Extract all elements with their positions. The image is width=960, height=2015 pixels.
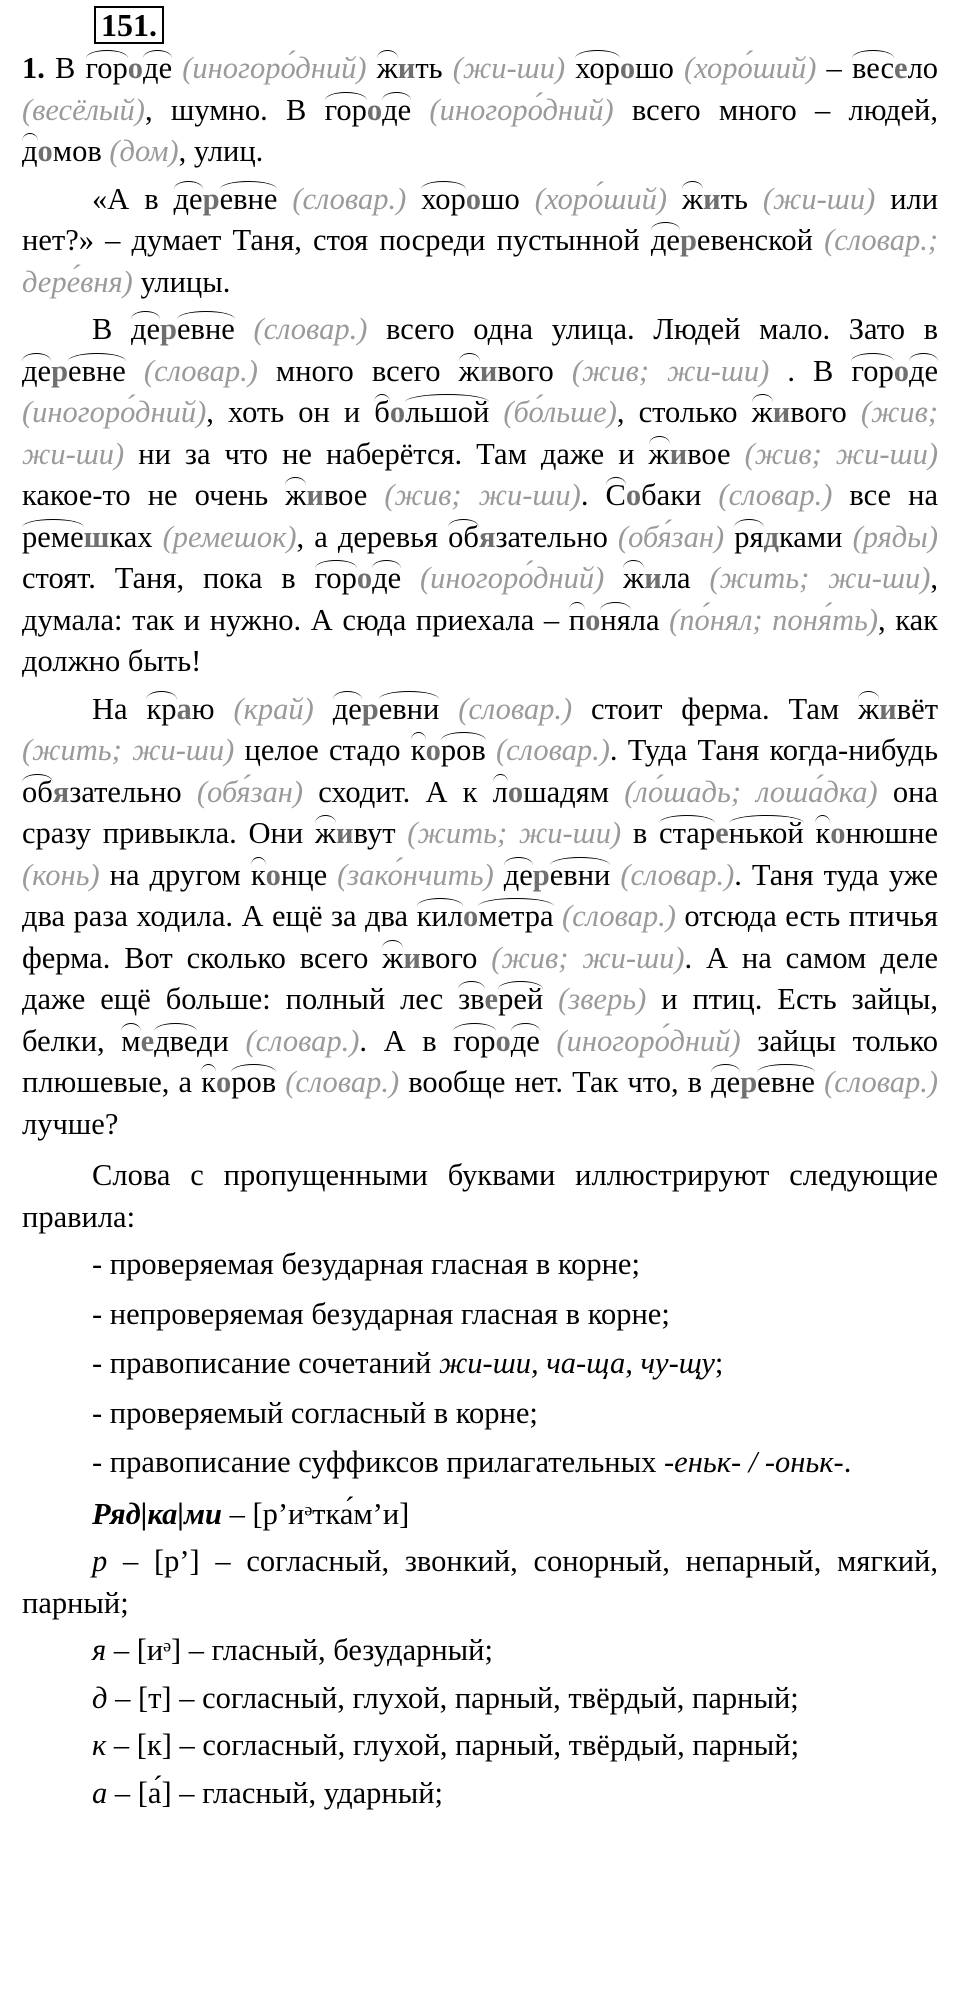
text-run: м (121, 1023, 141, 1058)
text-run: де (503, 857, 533, 892)
text-run (554, 354, 572, 388)
hint-text: (словар.) (620, 857, 735, 892)
inserted-letter: о (356, 561, 373, 595)
inserted-letter: и (403, 940, 421, 975)
text-run: об (22, 774, 53, 809)
text-run: две (154, 1023, 197, 1058)
hint-text: (иногоро́дний) (182, 51, 367, 85)
text-run (443, 51, 453, 85)
text-run: - проверяемая безударная гласная в корне; (92, 1247, 640, 1281)
text-run: В (44, 51, 86, 85)
text-run (748, 182, 763, 216)
text-run: В (92, 312, 131, 346)
text-run (215, 692, 234, 726)
text-run (691, 561, 710, 595)
text-run: мов (52, 134, 102, 168)
inserted-letter: р (361, 691, 379, 726)
hint-text: (словар.) (292, 181, 407, 216)
text-run: . Таня туда уже два раза ходила. А ещё за два (22, 857, 938, 933)
inserted-letter: р (679, 223, 697, 257)
text-run: вёт (896, 691, 939, 726)
text-run: метра (478, 899, 554, 933)
text-run (565, 51, 575, 85)
text-run: гор (324, 92, 367, 127)
inserted-letter: я (478, 519, 496, 554)
text-run: отсюда есть птичья ферма. Вот сколько всего (22, 899, 939, 975)
text-run: нюшне (845, 816, 938, 850)
inserted-letter: о (215, 1065, 232, 1099)
text-run: сходит. А к (303, 774, 493, 809)
text-run: рей (498, 982, 544, 1016)
text-run: Ряд|ка|ми (92, 1496, 222, 1531)
text-run: много всего (257, 353, 459, 388)
text-run (847, 395, 861, 429)
text-run: - проверяемый согласный в корне; (92, 1395, 538, 1430)
text-run (486, 733, 496, 767)
text-run: вообще нет. Так что, в (399, 1065, 712, 1099)
text-run: На (92, 691, 147, 726)
text-run: ди (197, 1023, 229, 1058)
text-run: ла (661, 561, 691, 595)
hint-text: (иногоро́дний) (420, 561, 605, 595)
text-run: ж (314, 816, 337, 850)
text-run (314, 692, 333, 726)
text-run: вес (851, 51, 895, 85)
text-run (411, 93, 429, 127)
text-run (842, 520, 852, 554)
text-run (609, 775, 624, 809)
text-run: я (92, 1633, 107, 1667)
inserted-letter: о (389, 395, 406, 429)
text-run: ками (778, 519, 843, 554)
inserted-letter: и (479, 353, 498, 388)
inserted-letter: о (127, 51, 144, 85)
text-run: , а деревья (296, 519, 449, 554)
text-run: зательно (69, 774, 182, 809)
text-run: ня (600, 602, 631, 637)
inserted-letter: р (51, 353, 69, 388)
text-run: вут (353, 816, 396, 850)
text-run (608, 520, 618, 554)
text-run: р (92, 1544, 108, 1578)
text-run: – (816, 51, 852, 85)
text-paragraph-2 (22, 179, 938, 304)
text-run: вое (687, 436, 731, 471)
inserted-letter: о (625, 478, 642, 512)
text-run: де (908, 353, 939, 388)
text-run: на другом (99, 857, 251, 892)
text-run: - правописание сочетаний (92, 1346, 439, 1380)
text-run: ж (623, 561, 645, 595)
text-run: , улиц. (178, 134, 264, 168)
text-run: . А в (359, 1023, 454, 1058)
text-run: ж (458, 353, 480, 388)
text-run (235, 312, 254, 346)
text-run: гор (85, 51, 128, 85)
text-run (554, 899, 562, 933)
text-run: ров (440, 733, 486, 767)
inserted-letter: о (495, 1023, 511, 1058)
text-run (182, 775, 197, 809)
text-run: к (815, 816, 831, 850)
text-run (126, 354, 144, 388)
text-run: ла (630, 602, 660, 637)
text-run (815, 1065, 824, 1099)
text-run: улицы. (132, 264, 231, 299)
text-run: б (374, 395, 390, 429)
text-run (543, 982, 558, 1016)
text-run: – [т] – согласный, глухой, парный, твёрдый, парный; (107, 1680, 799, 1715)
hint-text: (словар.) (253, 312, 368, 346)
rules-list (22, 1244, 938, 1484)
inserted-letter: и (397, 51, 416, 85)
text-run: ж (858, 691, 880, 726)
text-run: . Туда Таня когда-нибудь (609, 733, 938, 767)
phonetic-line (22, 1678, 938, 1720)
hint-text: (иногоро́дний) (556, 1023, 741, 1058)
text-run: стоит ферма. Там (572, 691, 859, 726)
hint-text: (словар.) (824, 1065, 939, 1099)
hint-text: (словар.) (285, 1065, 400, 1099)
text-run: , шумно. В (144, 92, 325, 127)
text-run (229, 1024, 246, 1058)
hint-text: (жи-ши) (452, 51, 566, 85)
hint-text: (иногоро́дний) (429, 92, 614, 127)
phonetic-analysis (22, 1541, 938, 1814)
text-run: д (22, 134, 38, 168)
text-run (540, 1024, 557, 1058)
text-run: зв (458, 982, 485, 1016)
text-run: ров (231, 1065, 277, 1099)
text-run: де (510, 1023, 540, 1058)
text-run: - правописание суффиксов прилагательных (92, 1445, 664, 1479)
hint-text: (ремешок) (162, 519, 297, 554)
inserted-letter: р (160, 312, 177, 346)
hint-text: (ло́шадь; лоша́дка) (624, 774, 878, 809)
text-run: гор (314, 561, 357, 595)
text-run (276, 1065, 285, 1099)
inserted-letter: ш (83, 519, 110, 554)
text-run: ж (682, 181, 704, 216)
exercise-number: 151. (94, 6, 164, 44)
hint-text: (хоро́ший) (684, 51, 817, 85)
text-run: ря (734, 519, 764, 554)
text-run: ках (109, 519, 153, 554)
inserted-letter: о (893, 353, 909, 388)
rule-item (22, 1393, 938, 1435)
text-run (875, 182, 890, 216)
text-run: целое стадо (234, 733, 411, 767)
text-run: С (605, 478, 626, 512)
text-run: к (201, 1065, 216, 1099)
text-run: «А в (92, 181, 174, 216)
text-run: ж (285, 478, 307, 512)
text-run (367, 51, 377, 85)
text-run: ж (648, 436, 670, 471)
hint-text: (бо́льше) (503, 395, 617, 429)
text-run: лучше? (22, 1106, 119, 1141)
text-run: евни (549, 857, 611, 892)
text-run: шо (481, 181, 520, 216)
inserted-letter: д (763, 519, 779, 554)
hint-text: (ряды) (852, 519, 938, 554)
text-run (813, 223, 824, 257)
text-run: – [к] – согласный, глухой, парный, твёрдый, парный; (106, 1728, 800, 1762)
hint-text: (хоро́ший) (534, 181, 668, 216)
text-run (477, 941, 491, 975)
hint-text: (жив; жи-ши) (22, 395, 939, 471)
text-run (327, 858, 337, 892)
text-run: де (711, 1065, 741, 1099)
text-run: . (580, 478, 606, 512)
text-run: шо (635, 51, 674, 85)
text-run: евне (177, 312, 235, 346)
text-run: стар (659, 816, 716, 850)
text-run: де (130, 312, 161, 346)
hint-text: (жить; жи-ши) (709, 561, 931, 595)
inserted-letter: о (265, 857, 281, 892)
text-run (667, 182, 682, 216)
inserted-letter: о (465, 181, 482, 216)
text-run: – [а́] – гласный, ударный; (107, 1775, 443, 1810)
text-run: а (92, 1775, 108, 1810)
inserted-letter: о (462, 899, 479, 933)
inserted-letter: и (669, 436, 688, 471)
hint-text: (по́нял; поня́ть) (669, 602, 879, 637)
text-paragraph-4 (22, 689, 938, 1146)
hint-text: (край) (233, 691, 314, 726)
text-run: д (92, 1680, 108, 1715)
rule-item (22, 1442, 938, 1484)
text-run: ; (714, 1346, 724, 1380)
text-run: гор (453, 1023, 496, 1058)
inserted-letter: и (879, 691, 897, 726)
text-run: все на (832, 478, 939, 512)
text-run: шадям (523, 774, 610, 809)
inserted-letter: и (703, 181, 721, 216)
text-run (367, 478, 384, 512)
hint-text: (дом) (109, 134, 179, 168)
text-run: к (250, 857, 266, 892)
text-run: ть (720, 181, 748, 216)
inserted-letter: я (52, 774, 70, 809)
hint-text: (жив; жи-ши) (571, 353, 770, 388)
text-run: нце (280, 857, 328, 892)
inserted-letter: е (140, 1023, 155, 1058)
inserted-letter: и (336, 816, 354, 850)
text-run: ж (376, 51, 398, 85)
text-run: л (492, 774, 508, 809)
inserted-letter: е (894, 51, 908, 85)
text-run: п (568, 602, 586, 637)
text-run: вого (420, 940, 478, 975)
inserted-letter: е (715, 816, 729, 850)
phonetic-line (22, 1725, 938, 1767)
text-run: баки (641, 478, 702, 512)
hint-text: (жив; жи-ши) (384, 478, 581, 512)
text-run: де (22, 353, 52, 388)
text-run (494, 858, 504, 892)
text-run: вого (790, 395, 847, 429)
text-run: - непроверяемая безударная гласная в корне; (92, 1296, 670, 1331)
text-run: -еньк- / -оньк- (664, 1445, 844, 1479)
inserted-letter: р (532, 857, 550, 892)
hint-text: (обя́зан) (196, 774, 304, 809)
text-run: льшой (405, 395, 490, 429)
text-run: ж (382, 940, 404, 975)
text-run: – [р’] – согласный, звонкий, сонорный, непарный, мягкий, парный; (22, 1544, 938, 1620)
hint-text: (словар.) (495, 733, 610, 767)
inserted-letter: о (830, 816, 846, 850)
inserted-letter: о (366, 92, 383, 127)
text-run: де (650, 223, 680, 257)
text-run: зайцы только плюшевые, а (22, 1023, 939, 1099)
hint-text: (словар.) (143, 353, 258, 388)
phonetic-line (22, 1630, 938, 1672)
text-run (406, 182, 421, 216)
hint-text: (зверь) (558, 982, 647, 1016)
text-run: зательно (495, 519, 608, 554)
text-run (520, 182, 535, 216)
text-run: всего одна улица. Людей мало. Зато в (367, 312, 938, 346)
text-run: к (410, 733, 426, 767)
text-run (731, 437, 745, 471)
hint-text: (жить; жи-ши) (22, 733, 235, 767)
text-run: гор (851, 353, 894, 388)
text-run (604, 561, 623, 595)
text-run: и птиц. Есть зайцы, белки, (22, 982, 938, 1058)
text-run (724, 520, 734, 554)
hint-text: (словар.; дере́вня) (22, 223, 938, 299)
text-run (701, 478, 718, 512)
rule-item (22, 1294, 938, 1336)
text-run: евне (68, 353, 126, 388)
text-run: нькой (728, 816, 804, 850)
hint-text: (зако́нчить) (337, 857, 494, 892)
hint-text: (жить; жи-ши) (407, 816, 622, 850)
text-run: , думала: так и нужно. А сюда приехала – (22, 561, 938, 637)
hint-text: (жи-ши) (762, 181, 876, 216)
inserted-letter: о (507, 774, 524, 809)
inserted-letter: о (425, 733, 441, 767)
text-run: – [р’иᵊтка́м’и] (221, 1496, 410, 1531)
text-run: де (143, 51, 173, 85)
text-run: она сразу привыкла. Они (22, 774, 938, 850)
text-run (172, 51, 182, 85)
text-run: или нет?» – думает Таня, стоя посреди пустынной (22, 181, 939, 257)
text-run: де (372, 561, 402, 595)
text-run: кил (416, 899, 463, 933)
text-run: де (173, 181, 203, 216)
text-run: ть (415, 51, 443, 85)
text-run (277, 182, 292, 216)
text-run: кр (146, 691, 177, 726)
text-run (401, 561, 420, 595)
text-run: ни за что не наберётся. Там даже и (124, 436, 649, 471)
text-run: 1. (22, 51, 45, 85)
hint-text: (жив; жи-ши) (491, 940, 685, 975)
text-run: , как должно быть! (22, 602, 939, 678)
inserted-letter: р (202, 181, 220, 216)
rule-item (22, 1244, 938, 1286)
rules-intro: Слова с пропущенными буквами иллюстрируют следующие правила: (22, 1158, 938, 1234)
text-run: . В (769, 353, 852, 388)
text-run (804, 816, 816, 850)
text-paragraph-1 (22, 48, 938, 173)
text-run: де (382, 92, 412, 127)
text-run (610, 858, 620, 892)
text-run: евне (757, 1065, 815, 1099)
phonetic-line (22, 1541, 938, 1624)
inserted-letter: и (644, 561, 662, 595)
text-run (489, 395, 503, 429)
hint-text: (иногоро́дний) (22, 395, 207, 429)
text-run (674, 51, 684, 85)
text-run: ж (751, 395, 773, 429)
inserted-letter: о (37, 134, 53, 168)
text-run: , столько (616, 395, 752, 429)
text-run: всего много – людей, (613, 92, 938, 127)
text-run: какое-то не очень (22, 478, 286, 512)
hint-text: (словар.) (458, 691, 573, 726)
text-run: хор (421, 181, 466, 216)
text-run: вого (497, 353, 554, 388)
inserted-letter: и (306, 478, 324, 512)
text-run: реме (22, 519, 84, 554)
inserted-letter: и (772, 395, 791, 429)
text-run: вое (323, 478, 368, 512)
text-run (660, 603, 670, 637)
text-run (396, 816, 408, 850)
text-run: де (332, 691, 362, 726)
text-run: об (448, 519, 479, 554)
text-run: ю (191, 691, 215, 726)
hint-text: (словар.) (718, 478, 833, 512)
text-run: . (843, 1445, 852, 1479)
phonetic-analysis-header (22, 1494, 938, 1536)
text-run: евне (219, 181, 278, 216)
text-paragraph-3 (22, 309, 938, 683)
text-run: , хоть он и (206, 395, 375, 429)
inserted-letter: а (176, 691, 192, 726)
text-run: жи-ши, ча-ща, чу-щу (438, 1346, 715, 1380)
inserted-letter: р (740, 1065, 758, 1099)
text-run: в (621, 816, 660, 850)
text-run: ло (907, 51, 939, 85)
text-run (439, 692, 458, 726)
text-run: . А на самом деле даже ещё больше: полный лес (22, 940, 939, 1016)
text-run: к (92, 1728, 107, 1762)
text-run: евни (378, 691, 440, 726)
text-run: – [иᵊ] – гласный, безударный; (106, 1633, 493, 1667)
inserted-letter: е (484, 982, 499, 1016)
text-run: стоят. Таня, пока в (22, 561, 315, 595)
inserted-letter: о (585, 602, 601, 637)
hint-text: (весёлый) (22, 92, 145, 127)
hint-text: (обя́зан) (617, 519, 725, 554)
hint-text: (конь) (22, 857, 100, 892)
text-run: хор (575, 51, 620, 85)
text-run: евенской (696, 223, 813, 257)
rule-item (22, 1343, 938, 1385)
phonetic-line (22, 1773, 938, 1815)
text-run (153, 520, 163, 554)
hint-text: (жив; жи-ши) (744, 436, 939, 471)
hint-text: (словар.) (245, 1023, 360, 1058)
hint-text: (словар.) (561, 899, 676, 933)
inserted-letter: о (619, 51, 636, 85)
